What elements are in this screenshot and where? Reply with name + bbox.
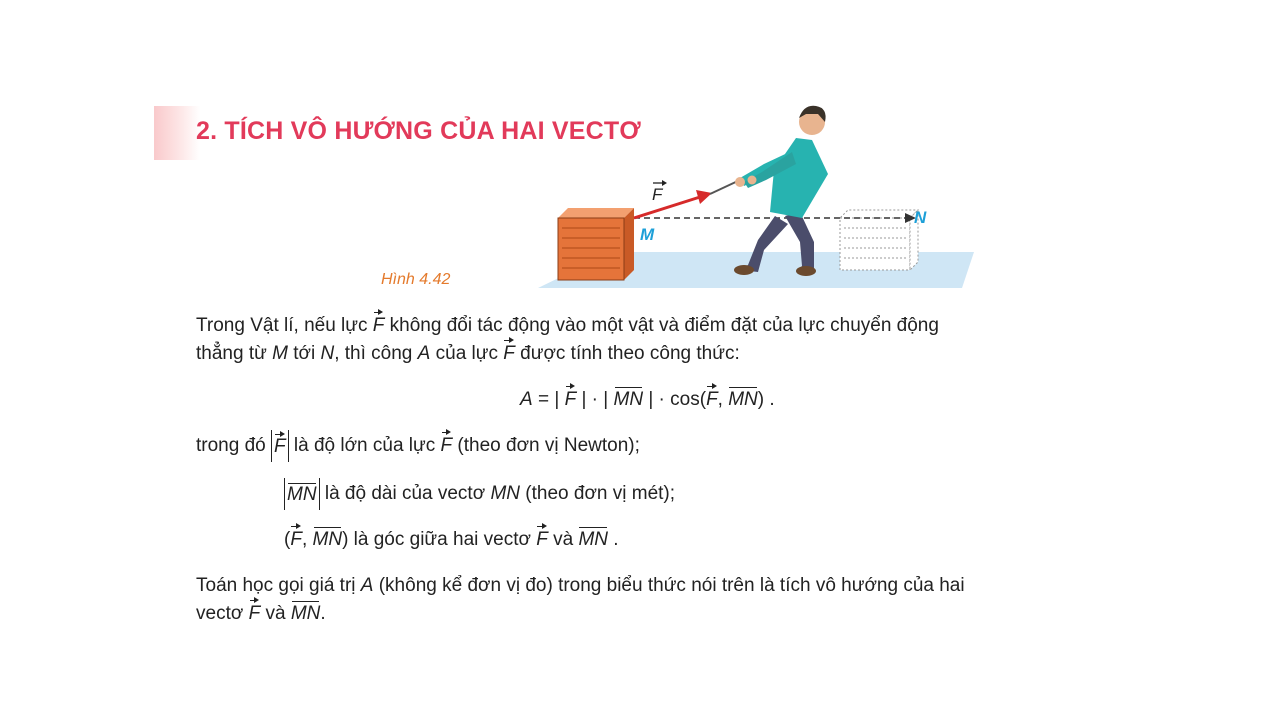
wooden-box — [558, 208, 634, 280]
definition-force-magnitude: trong đó F là độ lớn của lực F (theo đơn vị Newton); — [196, 430, 640, 462]
person-pulling — [734, 106, 828, 276]
section-heading: 2. TÍCH VÔ HƯỚNG CỦA HAI VECTƠ — [196, 117, 641, 145]
force-arrowhead — [696, 190, 712, 204]
label-F: F — [652, 185, 663, 204]
paragraph-2-line-1: Toán học gọi giá trị A (không kể đơn vị đo) trong biểu thức nói trên là tích vô hướng của hai — [196, 575, 965, 596]
definition-angle: ( F, MN) là góc giữa hai vectơ F và MN . — [284, 528, 619, 552]
definition-displacement-length: MN là độ dài của vectơ MN (theo đơn vị mét); — [284, 478, 675, 510]
heading-accent — [154, 106, 200, 160]
figure-pulling-box — [500, 100, 980, 290]
label-N: N — [914, 208, 927, 227]
paragraph-1-line-1: Trong Vật lí, nếu lực F không đổi tác động vào một vật và điểm đặt của lực chuyển động — [196, 314, 939, 338]
work-formula: A = | F | · | MN | · cos( F, MN) . — [520, 388, 775, 412]
paragraph-2-line-2: vectơ F và MN. — [196, 602, 326, 626]
figure-caption: Hình 4.42 — [381, 271, 451, 288]
paragraph-1-line-2: thẳng từ M tới N, thì công A của lực F được tính theo công thức: — [196, 342, 740, 366]
force-vector — [634, 197, 700, 218]
label-M: M — [640, 225, 655, 244]
